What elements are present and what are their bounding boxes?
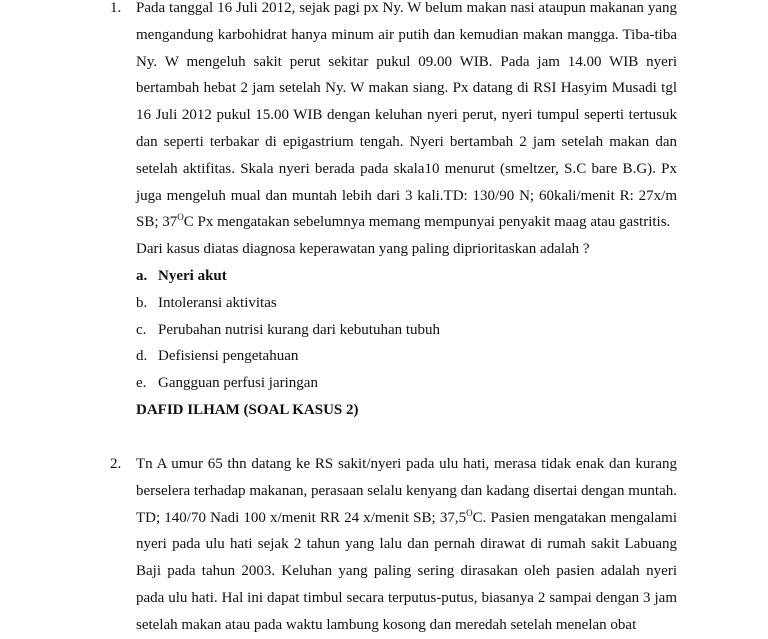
degree-superscript: O bbox=[466, 507, 473, 518]
case-text: Tn A umur 65 thn datang ke RS sakit/nyeri pada ulu hati, merasa tidak enak dan kurang berselera terhadap makanan, perasaan selalu kenyang dan kadang disertai dengan muntah. TD; 140/70 Nadi 100 x/menit RR 24 x/menit SB; $37,5^OC$. Pasien mengatakan mengalami nyeri pada ulu hati sejak 2 tahun yang lalu dan pernah dirawat di rumah sakit Labuang Baji pada tahun 2003. Keluhan yang paling sering dirasakan oleh pasien adalah nyeri pada ulu hati. Hal ini dapat timbul secara terputus-putus, biasanya 2 sampai dengan 3 jam setelah makan atau pada waktu lambung kosong dan meredah setelah menelan obat bbox=[136, 456, 677, 633]
question-prompt: Dari kasus diatas diagnosa keperawatan yang paling diprioritaskan adalah ? bbox=[136, 241, 590, 258]
question-1 bbox=[110, 0, 677, 424]
answer-options bbox=[136, 263, 677, 397]
option-c[interactable]: c. Perubahan nutrisi kurang dari kebutuhan tubuh bbox=[136, 321, 441, 338]
question-number: 1. bbox=[110, 0, 122, 16]
option-e[interactable]: e. Gangguan perfusi jaringan bbox=[136, 375, 318, 392]
degree-superscript: O bbox=[177, 212, 184, 223]
case-text: Pada tanggal 16 Juli 2012, sejak pagi px Ny. W belum makan nasi ataupun makanan yang mengandung karbohidrat hanya minum air putih dan kemudian makan mangga. Tiba-tiba Ny. W mengeluh sakit perut sekitar pukul 09.00 WIB. Pada jam 14.00 WIB nyeri bertambah hebat 2 jam setelah Ny. W makan siang. Px datang di RSI Hasyim Musadi tgl 16 Juli 2012 pukul 15.00 WIB dengan keluhan nyeri perut, nyeri tumpul seperti tertusuk dan seperti terbakar di epigastrium tengah. Nyeri bertambah 2 jam setelah makan dan setelah aktifitas. Skala nyeri berada pada skala10 menurut (smeltzer, S.C bare B.G). Px juga mengeluh mual dan muntah lebih dari 3 kali.TD: 130/90 N; 60kali/menit R: 27x/m SB; $37^OC$ Px mengatakan sebelumnya memang mempunyai penyakit maag atau gastritis. bbox=[136, 0, 677, 231]
question-2 bbox=[110, 451, 677, 639]
option-a[interactable]: a. Nyeri akut bbox=[136, 267, 227, 284]
option-d[interactable]: d. Defisiensi pengetahuan bbox=[136, 348, 299, 365]
section-heading: DAFID ILHAM (SOAL KASUS 2) bbox=[136, 401, 359, 418]
question-number: 2. bbox=[110, 456, 122, 472]
option-b[interactable]: b. Intoleransi aktivitas bbox=[136, 294, 277, 311]
